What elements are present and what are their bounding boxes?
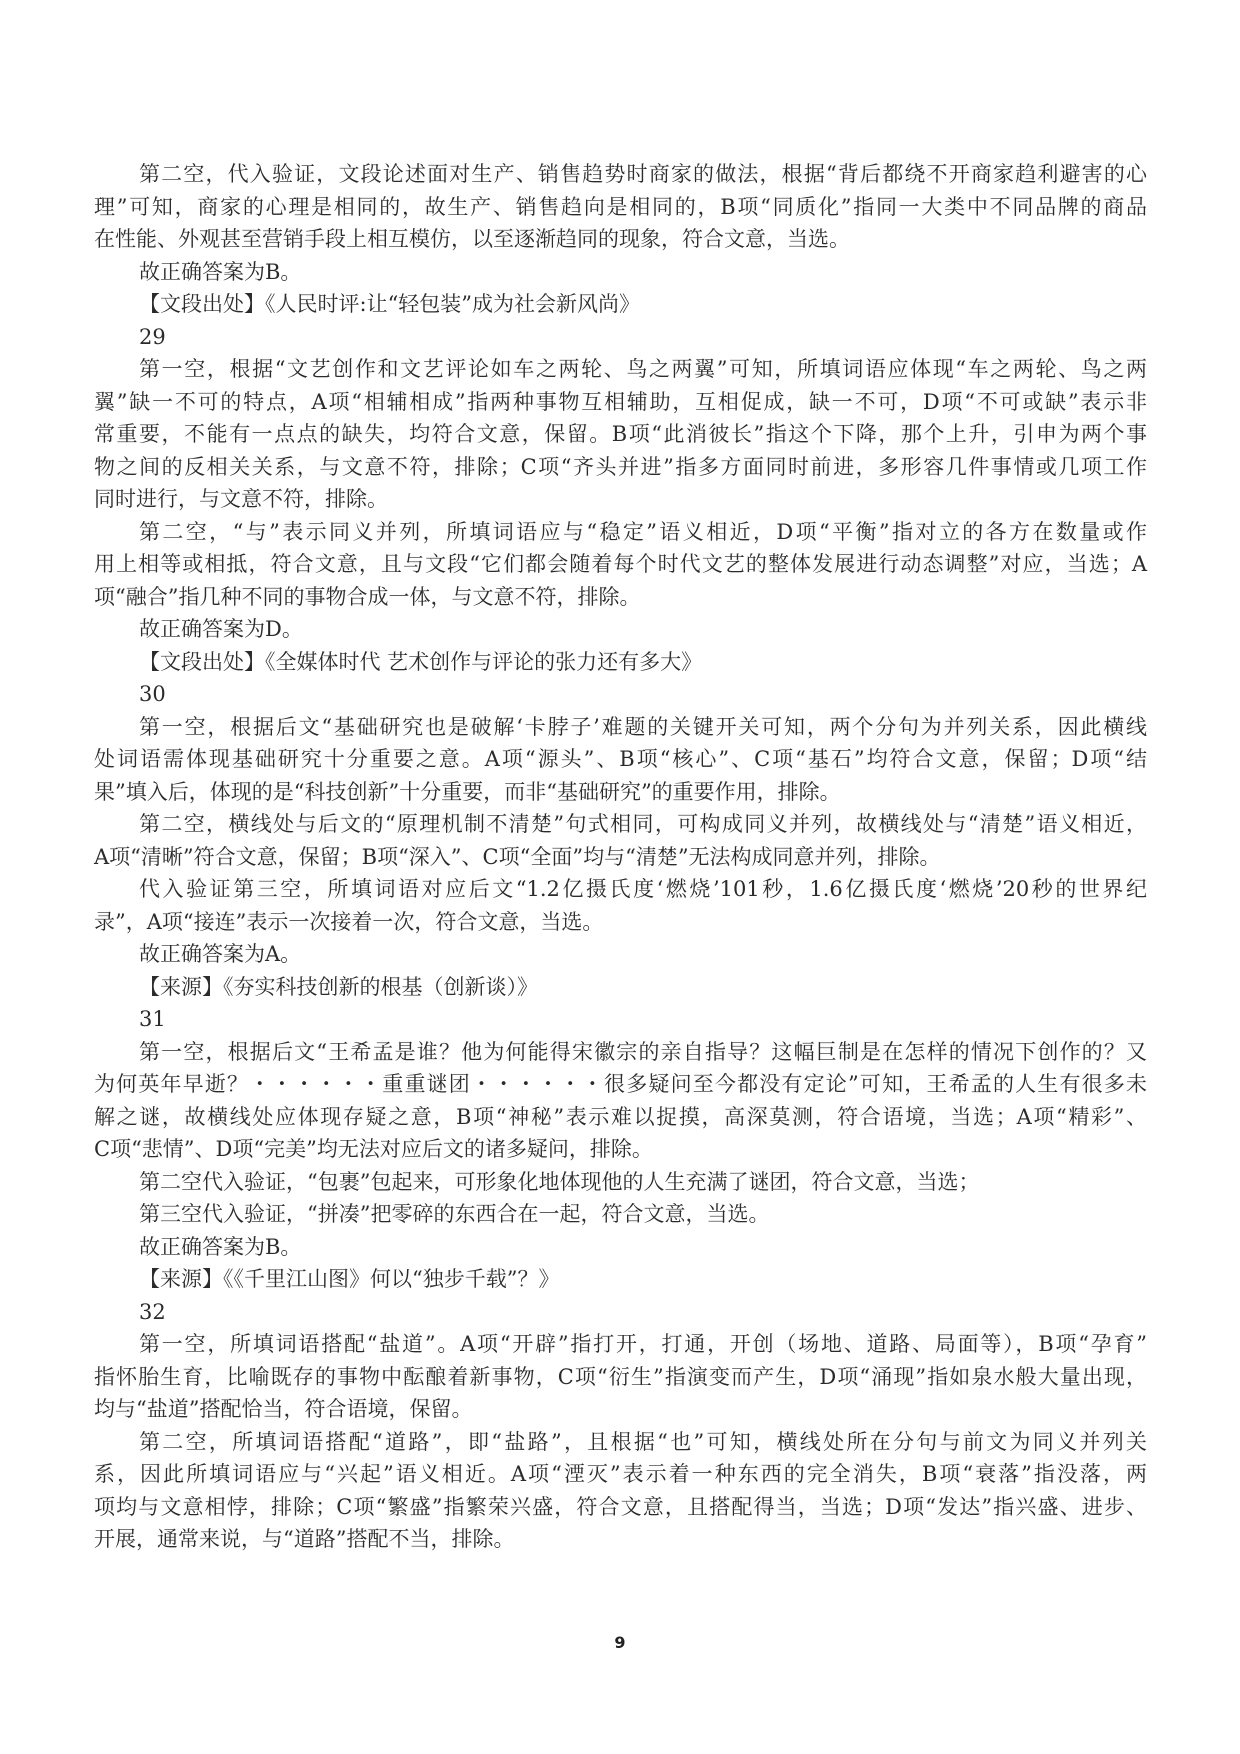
paragraph — [94, 158, 1147, 256]
text-line: 处词语需体现基础研究十分重要之意。A项“源头”、B项“核心”、C项“基石”均符合文意，保留；D项“结 — [94, 747, 1147, 771]
text-line: C项“悲情”、D项“完美”均无法对应后文的诸多疑问，排除。 — [94, 1137, 653, 1161]
text-line: 常重要，不能有一点点的缺失，均符合文意，保留。B项“此消彼长”指这个下降，那个上升，引申为两个事 — [94, 422, 1147, 446]
document-body — [94, 158, 1147, 1556]
paragraph — [94, 613, 1147, 646]
text-line: 在性能、外观甚至营销手段上相互模仿，以至逐渐趋同的现象，符合文意，当选。 — [94, 227, 850, 251]
text-line: 29 — [139, 324, 166, 349]
text-line: 第二空，横线处与后文的“原理机制不清楚”句式相同，可构成同义并列，故横线处与“清楚”语义相近， — [139, 812, 1147, 836]
text-line: 开展，通常来说，与“道路”搭配不当，排除。 — [94, 1527, 515, 1551]
text-line: 第三空代入验证，“拼凑”把零碎的东西合在一起，符合文意，当选。 — [139, 1202, 770, 1226]
text-line: 翼”缺一不可的特点，A项“相辅相成”指两种事物互相辅助，互相促成，缺一不可，D项“不可或缺”表示非 — [94, 389, 1147, 414]
text-line: A项“清晰”符合文意，保留；B项“深入”、C项“全面”均与“清楚”无法构成同意并列，排除。 — [94, 844, 941, 869]
text-line: 解之谜，故横线处应体现存疑之意，B项“神秘”表示难以捉摸，高深莫测，符合语境，当选；A项“精彩”、 — [94, 1104, 1147, 1129]
paragraph — [94, 1231, 1147, 1264]
text-line: 30 — [139, 682, 166, 706]
paragraph — [94, 938, 1147, 971]
text-line: 故正确答案为D。 — [139, 617, 303, 641]
text-line: 第二空代入验证，“包裹”包起来，可形象化地体现他的人生充满了谜团，符合文意，当选； — [139, 1169, 980, 1194]
text-line: 系，因此所填词语应与“兴起”语义相近。A项“湮灭”表示着一种东西的完全消失，B项“衰落”指没落，两 — [94, 1462, 1147, 1486]
paragraph — [94, 353, 1147, 516]
paragraph — [94, 1198, 1147, 1231]
paragraph — [94, 516, 1147, 614]
text-line: 31 — [139, 1007, 166, 1031]
text-line: 【文段出处】《人民时评:让“轻包装”成为社会新风尚》 — [139, 292, 641, 316]
paragraph — [94, 1426, 1147, 1556]
text-line: 第一空，根据后文“王希孟是谁？他为何能得宋徽宗的亲自指导？这幅巨制是在怎样的情况下创作的？又 — [139, 1039, 1147, 1064]
paragraph — [94, 678, 1147, 711]
text-line: 故正确答案为A。 — [139, 942, 302, 966]
text-line: 物之间的反相关关系，与文意不符，排除；C项“齐头并进”指多方面同时前进，多形容几件事情或几项工作 — [94, 454, 1147, 479]
text-line: 理”可知，商家的心理是相同的，故生产、销售趋向是相同的，B项“同质化”指同一大类中不同品牌的商品 — [94, 194, 1147, 219]
text-line: 第一空，所填词语搭配“盐道”。A项“开辟”指打开，打通，开创（场地、道路、局面等），B项“孕育” — [139, 1332, 1147, 1356]
paragraph — [94, 808, 1147, 873]
text-line: 第二空，代入验证，文段论述面对生产、销售趋势时商家的做法，根据“背后都绕不开商家趋利避害的心 — [139, 162, 1147, 186]
text-line: 用上相等或相抵，符合文意，且与文段“它们都会随着每个时代文艺的整体发展进行动态调整”对应，当选；A — [94, 552, 1147, 576]
text-line: 均与“盐道”搭配恰当，符合语境，保留。 — [94, 1397, 473, 1421]
text-line: 第二空，所填词语搭配“道路”，即“盐路”，且根据“也”可知，横线处所在分句与前文为同义并列关 — [139, 1429, 1147, 1454]
text-line: 【文段出处】《全媒体时代 艺术创作与评论的张力还有多大》 — [139, 649, 703, 674]
text-line: 32 — [139, 1299, 166, 1324]
paragraph — [94, 971, 1147, 1004]
paragraph — [94, 256, 1147, 289]
text-line: 【来源】《夯实科技创新的根基（创新谈）》 — [139, 974, 538, 999]
paragraph — [94, 288, 1147, 321]
paragraph — [94, 1328, 1147, 1426]
paragraph — [94, 1036, 1147, 1166]
text-line: 指怀胎生育，比喻既存的事物中酝酿着新事物，C项“衍生”指演变而产生，D项“涌现”指如泉水般大量出现， — [94, 1364, 1147, 1389]
paragraph — [94, 1003, 1147, 1036]
text-line: 第二空，“与”表示同义并列，所填词语应与“稳定”语义相近，D项“平衡”指对立的各方在数量或作 — [139, 519, 1147, 544]
paragraph — [94, 1263, 1147, 1296]
page-number: 9 — [614, 1633, 626, 1652]
text-line: 第一空，根据“文艺创作和文艺评论如车之两轮、鸟之两翼”可知，所填词语应体现“车之两轮、鸟之两 — [139, 357, 1147, 381]
text-line: 故正确答案为B。 — [139, 259, 302, 284]
paragraph — [94, 873, 1147, 938]
text-line: 第一空，根据后文“基础研究也是破解‘卡脖子’难题的关键开关可知，两个分句为并列关系，因此横线 — [139, 714, 1147, 739]
text-line: 录”，A项“接连”表示一次接着一次，符合文意，当选。 — [94, 909, 604, 934]
text-line: 项均与文意相悖，排除；C项“繁盛”指繁荣兴盛，符合文意，且搭配得当，当选；D项“发达”指兴盛、进步、 — [94, 1494, 1147, 1519]
paragraph — [94, 321, 1147, 354]
text-line: 【来源】《《千里江山图》何以“独步千载”？》 — [139, 1267, 560, 1291]
paragraph — [94, 646, 1147, 679]
paragraph — [94, 1296, 1147, 1329]
text-line: 代入验证第三空，所填词语对应后文“1.2亿摄氏度‘燃烧’101秒，1.6亿摄氏度‘燃烧’20秒的世界纪 — [139, 877, 1147, 901]
text-line: 为何英年早逝？・・・・・・重重谜团・・・・・・很多疑问至今都没有定论”可知，王希孟的人生有很多未 — [94, 1072, 1147, 1096]
text-line: 同时进行，与文意不符，排除。 — [94, 487, 388, 511]
text-line: 果”填入后，体现的是“科技创新”十分重要，而非“基础研究”的重要作用，排除。 — [94, 779, 841, 804]
text-line: 故正确答案为B。 — [139, 1234, 302, 1259]
paragraph — [94, 711, 1147, 809]
text-line: 项“融合”指几种不同的事物合成一体，与文意不符，排除。 — [94, 584, 641, 609]
paragraph — [94, 1166, 1147, 1199]
